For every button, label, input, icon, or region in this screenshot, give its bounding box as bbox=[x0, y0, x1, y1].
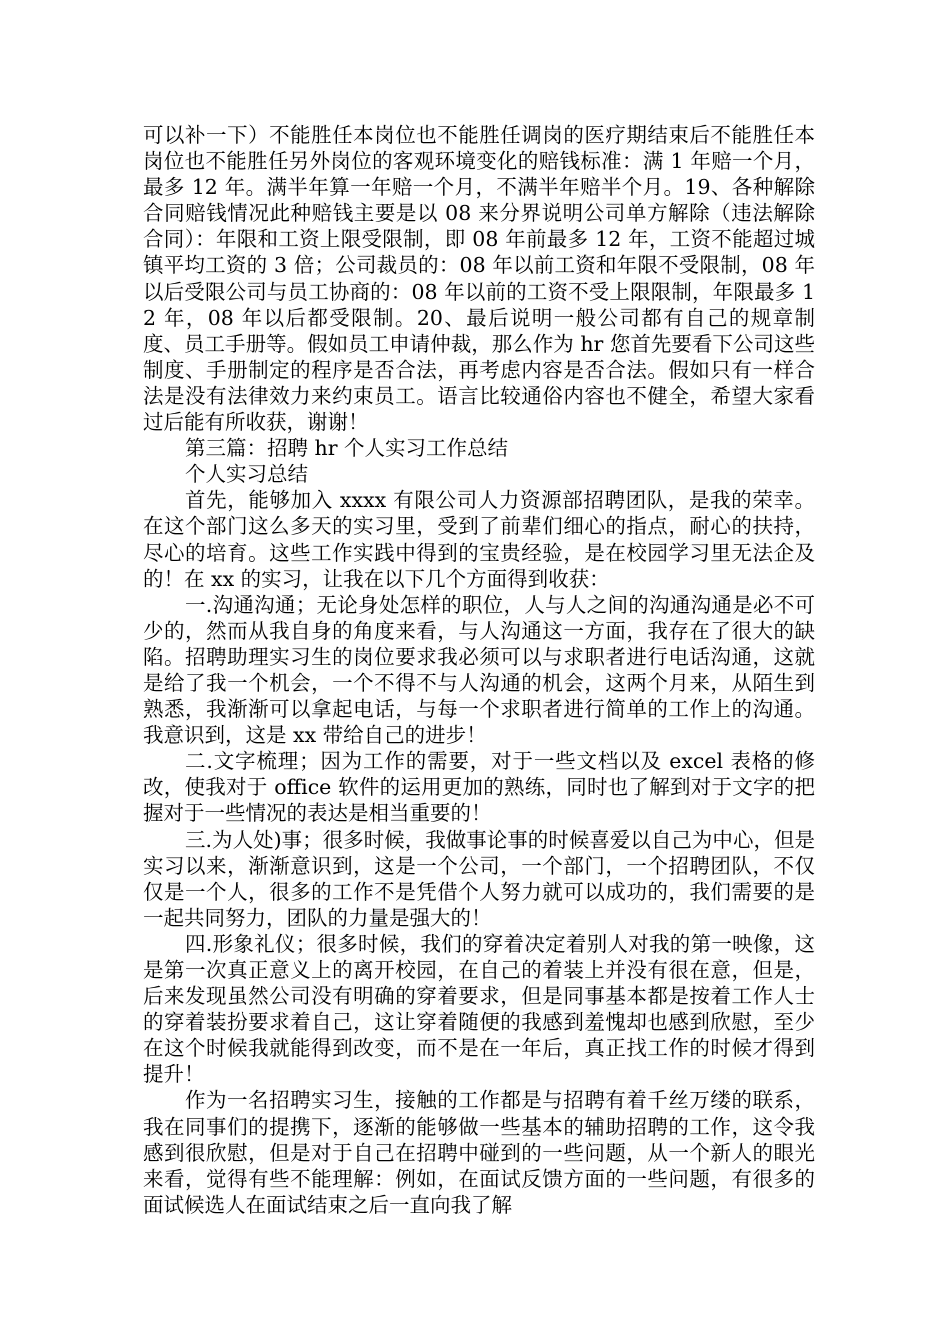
paragraph-communication: 一.沟通沟通；无论身处怎样的职位，人与人之间的沟通沟通是必不可少的，然而从我自身的角度来看，与人沟通这一方面，我存在了很大的缺陷。招聘助理实习生的岗位要求我必须可以与求职者进行电话沟通，这就是给了我一个机会，一个不得不与人沟通的机会，这两个月来，从陌生到熟悉，我渐渐可以拿起电话，与每一个求职者进行简单的工作上的沟通。我意识到，这是 xx 带给自己的进步！ bbox=[143, 592, 815, 748]
paragraph-etiquette: 四.形象礼仪；很多时候，我们的穿着决定着别人对我的第一映像，这是第一次真正意义上的离开校园，在自己的着装上并没有很在意，但是，后来发现虽然公司没有明确的穿着要求，但是同事基本都是按着工作人士的穿着装扮要求着自己，这让穿着随便的我感到羞愧却也感到欣慰，至少在这个时候我就能得到改变，而不是在一年后，真正找工作的时候才得到提升！ bbox=[143, 931, 815, 1087]
paragraph-writing: 二.文字梳理；因为工作的需要，对于一些文档以及 excel 表格的修改，使我对于 office 软件的运用更加的熟练，同时也了解到对于文字的把握对于一些情况的表达是相当重要的！ bbox=[143, 749, 815, 826]
section-subheading: 个人实习总结 bbox=[185, 462, 308, 487]
section-heading: 第三篇：招聘 hr 个人实习工作总结 bbox=[185, 436, 509, 461]
document-body bbox=[143, 122, 815, 1218]
paragraph-conduct: 三.为人处)事；很多时候，我做事论事的时候喜爱以自己为中心，但是实习以来，渐渐意识到，这是一个公司，一个部门，一个招聘团队，不仅仅是一个人，很多的工作不是凭借个人努力就可以成功的，我们需要的是一起共同努力，团队的力量是强大的！ bbox=[143, 827, 815, 930]
paragraph-compensation-rules: 可以补一下）不能胜任本岗位也不能胜任调岗的医疗期结束后不能胜任本岗位也不能胜任另外岗位的客观环境变化的赔钱标准：满 1 年赔一个月，最多 12 年。满半年算一年赔一个月，不满半年赔半个月。19、各种解除合同赔钱情况此种赔钱主要是以 08 来分界说明公司单方解除（违法解除合同）：年限和工资上限受限制，即 08 年前最多 12 年，工资不能超过城镇平均工资的 3 倍；公司裁员的：08 年以前工资和年限不受限制，08 年以后受限公司与员工协商的：08 年以前的工资不受上限限制，年限最多 12 年，08 年以后都受限制。20、最后说明一般公司都有自己的规章制度、员工手册等。假如员工申请仲裁，那么作为 hr 您首先要看下公司这些制度、手册制定的程序是否合法，再考虑内容是否合法。假如只有一样合法是没有法律效力来约束员工。语言比较通俗内容也不健全，希望大家看过后能有所收获，谢谢！ bbox=[143, 123, 815, 435]
paragraph-introduction: 首先，能够加入 xxxx 有限公司人力资源部招聘团队，是我的荣幸。在这个部门这么多天的实习里，受到了前辈们细心的指点，耐心的扶持，尽心的培育。这些工作实践中得到的宝贵经验，是在校园学习里无法企及的！在 xx 的实习，让我在以下几个方面得到收获： bbox=[143, 488, 815, 591]
paragraph-recruiting-work: 作为一名招聘实习生，接触的工作都是与招聘有着千丝万缕的联系，我在同事们的提携下，逐渐的能够做一些基本的辅助招聘的工作，这令我感到很欣慰，但是对于自己在招聘中碰到的一些问题，从一个新人的眼光来看，觉得有些不能理解：例如，在面试反馈方面的一些问题，有很多的面试候选人在面试结束之后一直向我了解 bbox=[143, 1088, 815, 1217]
